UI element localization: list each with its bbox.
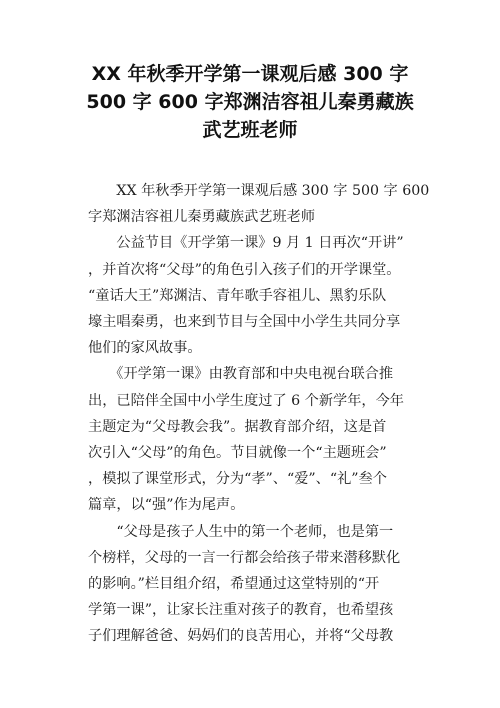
paragraph-line: 出，已陪伴全国中小学生度过了 6 个新学年，今年 bbox=[88, 392, 404, 409]
paragraph-line: 个榜样，父母的一言一行都会给孩子带来潜移默化 bbox=[88, 549, 401, 566]
paragraph-line: 公益节目《开学第一课》9 月 1 日再次“开讲” bbox=[88, 235, 404, 252]
paragraph-line: 《开学第一课》由教育部和中央电视台联合推 bbox=[88, 366, 394, 383]
paragraph-line: 子们理解爸爸、妈妈们的良苦用心，并将“父母教 bbox=[88, 628, 394, 645]
title-line-3: 武艺班老师 bbox=[202, 119, 298, 141]
title-line-2: 500 字 600 字郑渊洁容祖儿秦勇藏族 bbox=[86, 91, 414, 113]
document-body bbox=[88, 178, 434, 650]
paragraph-line: 篇章，以“强”作为尾声。 bbox=[88, 497, 245, 514]
paragraph-line: 学第一课”，让家长注重对孩子的教育，也希望孩 bbox=[88, 602, 394, 619]
paragraph-line: 他们的家风故事。 bbox=[88, 340, 202, 357]
paragraph-2 bbox=[88, 230, 434, 361]
paragraph-line: 的影响。”栏目组介绍，希望通过这堂特别的“开 bbox=[88, 576, 380, 593]
paragraph-4 bbox=[88, 519, 434, 650]
paragraph-line: ，模拟了课堂形式，分为“孝”、“爱”、“礼”叁个 bbox=[88, 471, 387, 488]
paragraph-1 bbox=[88, 178, 434, 230]
paragraph-line: 次引入“父母”的角色。节目就像一个“主题班会” bbox=[88, 445, 387, 462]
paragraph-line: 主题定为“父母教会我”。据教育部介绍，这是首 bbox=[88, 418, 387, 435]
title-line-1: XX 年秋季开学第一课观后感 300 字 bbox=[91, 63, 409, 85]
document-title bbox=[70, 60, 430, 144]
paragraph-line: “童话大王”郑渊洁、青年歌手容祖儿、黑豹乐队 bbox=[88, 287, 387, 304]
paragraph-line: “父母是孩子人生中的第一个老师，也是第一 bbox=[88, 523, 394, 540]
paragraph-line: ，并首次将“父母”的角色引入孩子们的开学课堂。 bbox=[88, 261, 401, 278]
paragraph-line: XX 年秋季开学第一课观后感 300 字 500 字 600 bbox=[88, 183, 430, 199]
paragraph-line: 字郑渊洁容祖儿秦勇藏族武艺班老师 bbox=[88, 209, 316, 226]
paragraph-line: 壕主唱秦勇，也来到节目与全国中小学生共同分享 bbox=[88, 314, 401, 331]
paragraph-3 bbox=[88, 361, 434, 518]
